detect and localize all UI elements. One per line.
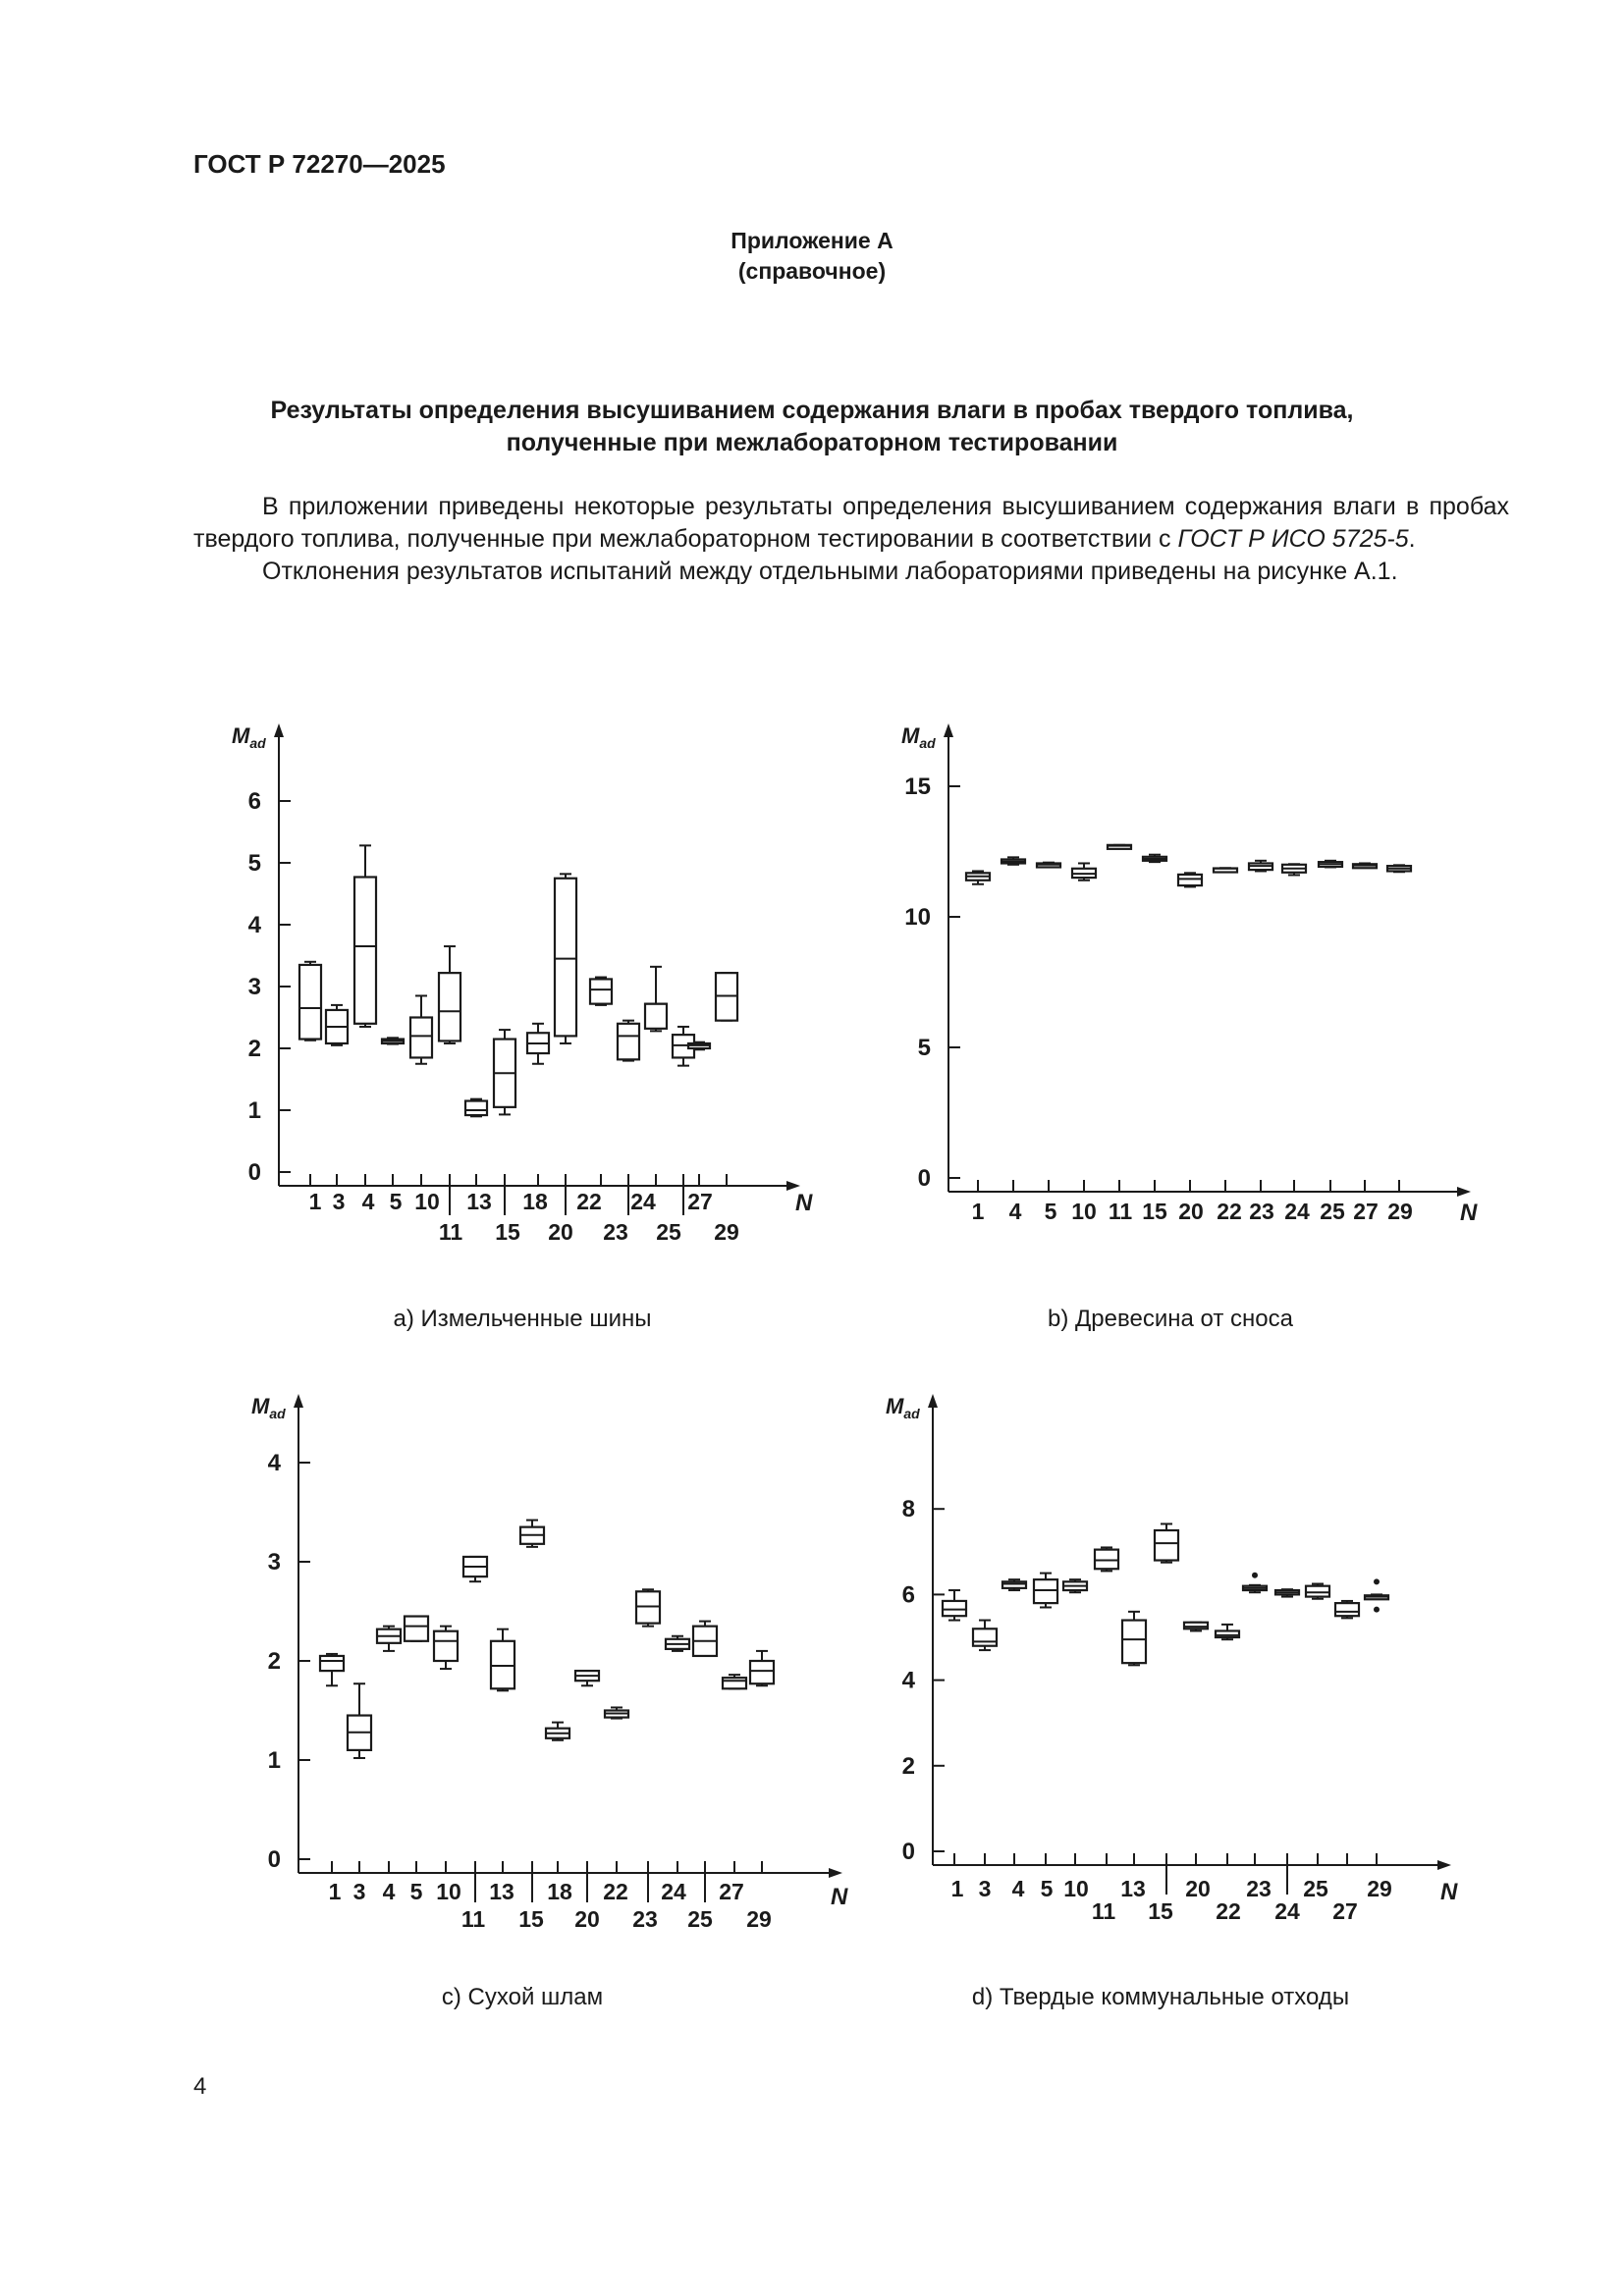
box-lab-4	[1002, 1579, 1026, 1590]
x-tick-label: 5	[389, 1189, 403, 1214]
x-axis-label: N	[795, 1190, 813, 1216]
x-tick-label: 11	[438, 1219, 463, 1245]
x-tick-label: 11	[460, 1906, 486, 1932]
box	[1034, 1579, 1057, 1603]
box-lab-11	[1095, 1547, 1118, 1571]
x-axis-arrow	[1437, 1860, 1451, 1870]
x-tick-label: 24	[1274, 1898, 1300, 1924]
box-lab-5	[1034, 1574, 1057, 1608]
x-tick-label: 13	[1120, 1876, 1146, 1901]
box-lab-20	[1184, 1623, 1208, 1631]
x-tick-label: 24	[661, 1879, 686, 1904]
box	[943, 1601, 966, 1616]
box-lab-22	[1216, 1625, 1239, 1639]
x-tick-label: 22	[576, 1189, 602, 1214]
x-tick-label: 5	[409, 1879, 423, 1904]
box	[439, 973, 460, 1041]
box	[973, 1629, 997, 1645]
x-tick-label: 25	[1320, 1199, 1345, 1224]
x-tick-label: 4	[382, 1879, 396, 1904]
box	[1216, 1630, 1239, 1637]
y-tick-label: 4	[901, 1667, 915, 1694]
outlier-point	[1252, 1573, 1258, 1578]
box-lab-3	[973, 1621, 997, 1651]
box-lab-13	[1122, 1612, 1146, 1666]
box-lab-10	[1063, 1579, 1087, 1592]
box-lab-4	[354, 845, 376, 1027]
box	[636, 1591, 660, 1623]
x-tick-label: 27	[719, 1879, 744, 1904]
box	[299, 965, 321, 1040]
x-tick-label: 4	[361, 1189, 375, 1214]
x-tick-label: 24	[1284, 1199, 1310, 1224]
x-tick-label: 15	[518, 1906, 544, 1932]
page-number: 4	[193, 2073, 207, 2100]
x-tick-label: 29	[746, 1906, 772, 1932]
x-tick-label: 22	[1217, 1199, 1242, 1224]
box-lab-29	[750, 1651, 774, 1685]
x-axis-label: N	[1460, 1200, 1478, 1226]
box-lab-4	[1001, 857, 1025, 864]
x-tick-label: 29	[1387, 1199, 1413, 1224]
x-axis-arrow	[829, 1868, 842, 1878]
box-lab-5	[1037, 863, 1060, 868]
box-lab-11	[439, 946, 460, 1043]
chart-d	[886, 1394, 1458, 1924]
section-title-line1: Результаты определения высушиванием содержания влаги в пробах твердого топлива,	[270, 397, 1354, 424]
x-tick-label: 1	[328, 1879, 342, 1904]
box-lab-10	[1072, 863, 1096, 880]
box	[410, 1018, 432, 1058]
intro-p1-reference: ГОСТ Р ИСО 5725-5	[1177, 525, 1409, 553]
box-lab-18	[546, 1723, 569, 1740]
chart-b	[901, 723, 1478, 1226]
x-tick-label: 25	[687, 1906, 713, 1932]
x-tick-label: 13	[489, 1879, 514, 1904]
outlier-point	[1374, 1578, 1380, 1584]
y-axis-arrow	[294, 1394, 303, 1408]
box-lab-23	[1249, 861, 1272, 872]
box-lab-3	[348, 1683, 371, 1758]
x-axis-label: N	[831, 1884, 848, 1910]
intro-paragraph-2: Отклонения результатов испытаний между отдельными лабораториями приведены на рисунке А.1.	[262, 558, 1398, 585]
x-tick-label: 5	[1040, 1876, 1054, 1901]
x-tick-label: 3	[978, 1876, 992, 1901]
x-axis-arrow	[1457, 1187, 1471, 1197]
box-lab-20	[575, 1671, 599, 1685]
box	[645, 1004, 667, 1029]
x-tick-label: 23	[1246, 1876, 1272, 1901]
caption-c: с) Сухой шлам	[441, 1984, 604, 2010]
box	[1122, 1621, 1146, 1664]
y-tick-label: 8	[901, 1496, 915, 1523]
box	[1095, 1550, 1118, 1570]
x-tick-label: 22	[1216, 1898, 1241, 1924]
box-lab-20	[1178, 873, 1202, 886]
x-tick-label: 27	[1353, 1199, 1379, 1224]
box-lab-29	[716, 973, 737, 1021]
y-axis-arrow	[928, 1394, 938, 1408]
x-tick-label: 25	[656, 1219, 681, 1245]
x-tick-label: 27	[1332, 1898, 1358, 1924]
box	[590, 979, 612, 1003]
box-lab-13	[465, 1099, 487, 1117]
x-tick-label: 29	[1367, 1876, 1392, 1901]
x-tick-label: 15	[495, 1219, 520, 1245]
x-tick-label: 10	[414, 1189, 440, 1214]
caption-d: d) Твердые коммунальные отходы	[971, 1984, 1350, 2010]
y-tick-label: 1	[267, 1747, 281, 1774]
box-lab-22	[605, 1707, 628, 1718]
box	[1178, 875, 1202, 885]
chart-a	[232, 723, 813, 1245]
x-tick-label: 10	[436, 1879, 461, 1904]
x-tick-label: 11	[1091, 1898, 1116, 1924]
box	[1184, 1623, 1208, 1629]
y-axis-label: $M_{ad}$	[251, 1394, 286, 1421]
box-lab-23	[618, 1021, 639, 1061]
intro-p1-end: .	[1408, 525, 1416, 553]
y-axis-label: $M_{ad}$	[886, 1394, 920, 1421]
box-lab-10	[434, 1627, 458, 1669]
box	[618, 1024, 639, 1060]
x-tick-label: 3	[332, 1189, 346, 1214]
box	[555, 879, 576, 1037]
x-tick-label: 15	[1142, 1199, 1167, 1224]
x-tick-label: 15	[1148, 1898, 1173, 1924]
box-lab-13	[491, 1629, 514, 1691]
box-lab-29	[1387, 865, 1411, 872]
y-tick-label: 3	[247, 974, 261, 1000]
box	[1155, 1530, 1178, 1561]
caption-a: а) Измельченные шины	[393, 1306, 652, 1332]
box	[1306, 1586, 1329, 1597]
y-tick-label: 0	[917, 1165, 931, 1192]
x-tick-label: 29	[714, 1219, 739, 1245]
box-lab-15	[1155, 1523, 1178, 1562]
box-lab-25	[1319, 861, 1342, 868]
x-tick-label: 23	[603, 1219, 628, 1245]
box-lab-23	[1243, 1573, 1267, 1592]
x-tick-label: 1	[950, 1876, 964, 1901]
y-tick-label: 15	[904, 774, 931, 800]
x-tick-label: 4	[1008, 1199, 1022, 1224]
box-lab-10	[410, 995, 432, 1063]
y-tick-label: 5	[247, 850, 261, 877]
annex-title: Приложение А	[731, 228, 893, 253]
box-lab-3	[326, 1005, 348, 1045]
box-lab-22	[590, 978, 612, 1005]
y-axis-label: $M_{ad}$	[232, 723, 266, 751]
y-tick-label: 3	[267, 1549, 281, 1575]
box-lab-15	[1143, 855, 1166, 862]
box-lab-27	[723, 1675, 746, 1688]
x-tick-label: 23	[1249, 1199, 1274, 1224]
outlier-point	[1374, 1607, 1380, 1613]
x-tick-label: 10	[1063, 1876, 1089, 1901]
x-tick-label: 24	[630, 1189, 656, 1214]
box-lab-27	[1335, 1601, 1359, 1618]
box-lab-5	[405, 1617, 428, 1641]
box	[405, 1617, 428, 1641]
x-tick-label: 27	[687, 1189, 713, 1214]
y-axis-arrow	[274, 723, 284, 737]
annex-type: (справочное)	[737, 258, 887, 284]
box-lab-15	[494, 1030, 515, 1114]
y-tick-label: 2	[901, 1752, 915, 1780]
x-tick-label: 13	[466, 1189, 492, 1214]
x-tick-label: 11	[1108, 1199, 1133, 1224]
box	[1002, 1581, 1026, 1588]
chart-c	[251, 1394, 848, 1932]
x-axis-label: N	[1440, 1879, 1458, 1905]
box-lab-11	[463, 1557, 487, 1581]
box-lab-1	[966, 871, 990, 883]
box	[723, 1678, 746, 1688]
box-lab-29	[1365, 1578, 1388, 1612]
box-lab-5	[382, 1038, 404, 1043]
box-lab-27	[688, 1042, 710, 1050]
box-lab-15	[520, 1521, 544, 1547]
x-tick-label: 25	[1303, 1876, 1328, 1901]
y-tick-label: 2	[247, 1036, 261, 1062]
box	[465, 1101, 487, 1115]
box	[750, 1661, 774, 1683]
box	[320, 1656, 344, 1671]
y-tick-label: 4	[247, 912, 261, 938]
y-axis-arrow	[944, 723, 953, 737]
y-tick-label: 2	[267, 1648, 281, 1675]
y-tick-label: 0	[247, 1159, 261, 1186]
section-title-line2: полученные при межлабораторном тестировании	[506, 429, 1118, 456]
x-tick-label: 23	[632, 1906, 658, 1932]
box-lab-25	[693, 1622, 717, 1656]
x-tick-label: 3	[352, 1879, 366, 1904]
x-tick-label: 5	[1044, 1199, 1057, 1224]
box-lab-24	[666, 1636, 689, 1651]
document-code: ГОСТ Р 72270—2025	[193, 149, 446, 179]
y-tick-label: 6	[247, 788, 261, 815]
y-tick-label: 4	[267, 1450, 281, 1476]
x-tick-label: 22	[603, 1879, 628, 1904]
x-tick-label: 1	[971, 1199, 985, 1224]
box-lab-25	[1306, 1584, 1329, 1599]
box-lab-22	[1214, 868, 1237, 872]
x-tick-label: 18	[547, 1879, 572, 1904]
y-tick-label: 0	[901, 1839, 915, 1865]
y-tick-label: 0	[267, 1846, 281, 1873]
box-lab-23	[636, 1589, 660, 1626]
box-lab-20	[555, 874, 576, 1043]
box-lab-11	[1108, 845, 1131, 849]
box	[491, 1641, 514, 1688]
x-tick-label: 1	[308, 1189, 322, 1214]
caption-b: b) Древесина от сноса	[1048, 1306, 1293, 1332]
box-lab-1	[320, 1654, 344, 1685]
box-lab-24	[1275, 1589, 1299, 1596]
x-tick-label: 20	[548, 1219, 573, 1245]
x-tick-label: 20	[1178, 1199, 1204, 1224]
y-axis-label: $M_{ad}$	[901, 723, 936, 751]
box-lab-4	[377, 1627, 401, 1651]
box-lab-24	[645, 967, 667, 1032]
box	[434, 1631, 458, 1661]
y-tick-label: 1	[247, 1097, 261, 1124]
box-lab-27	[1353, 863, 1377, 868]
box-lab-18	[527, 1024, 549, 1064]
x-tick-label: 20	[574, 1906, 600, 1932]
y-tick-label: 6	[901, 1581, 915, 1609]
box-lab-1	[299, 962, 321, 1041]
box-lab-24	[1282, 864, 1306, 875]
box	[354, 877, 376, 1023]
box	[1335, 1603, 1359, 1616]
intro-p1-text: В приложении приведены некоторые результаты определения высушиванием содержания влаги в пробах твердого топлива, полученные при межлабораторном тестировании в соответствии с	[193, 493, 1509, 553]
y-tick-label: 10	[904, 904, 931, 931]
x-tick-label: 18	[522, 1189, 548, 1214]
box-lab-1	[943, 1590, 966, 1621]
x-tick-label: 10	[1071, 1199, 1097, 1224]
x-tick-label: 20	[1185, 1876, 1211, 1901]
y-tick-label: 5	[917, 1035, 931, 1061]
x-tick-label: 4	[1011, 1876, 1025, 1901]
